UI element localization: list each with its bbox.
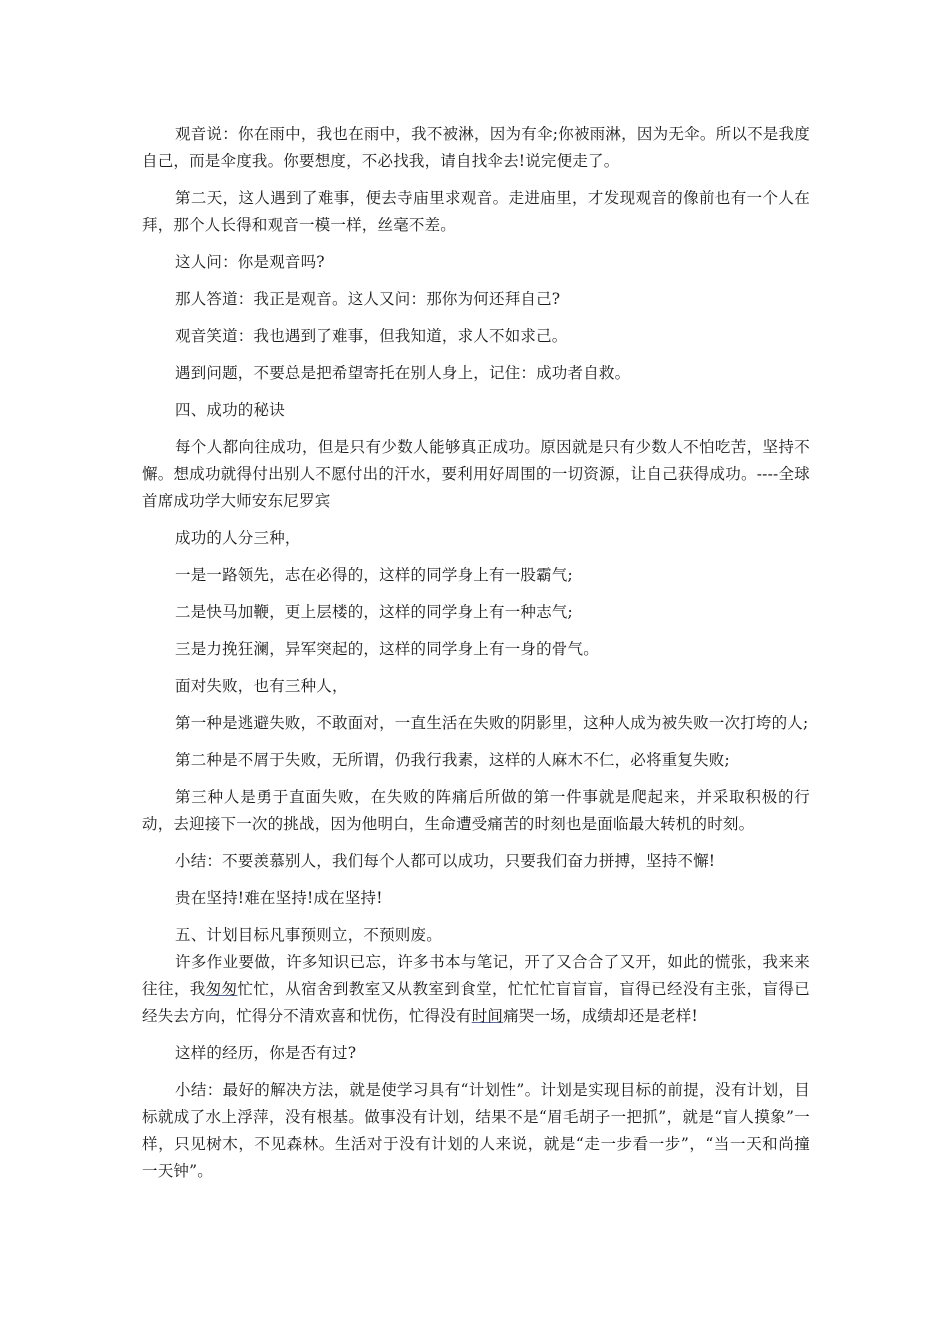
paragraph-persistence: 贵在坚持!难在坚持!成在坚持! [175, 889, 383, 907]
paragraph-facing-failure: 面对失败，也有三种人， [175, 677, 348, 695]
busy-text-part2: 忙忙，从宿舍到教室又从教室到食堂，忙忙忙盲盲盲，盲得已经没有主张，盲得已经失去方向，忙得分不清欢喜和忧伤，忙得没有 [142, 980, 810, 1025]
list-item-third-kind: 三是力挽狂澜，异军突起的，这样的同学身上有一身的骨气。 [175, 640, 599, 658]
list-item-second-kind: 二是快马加鞭，更上层楼的，这样的同学身上有一种志气; [175, 603, 573, 621]
paragraph-busy-life [142, 949, 810, 1030]
busy-text-part1: 许多作业要做，许多知识已忘，许多书本与笔记，开了又合合了又开，如此的慌张，我来来往往，我 [142, 953, 810, 998]
link-congcong[interactable]: 匆匆 [205, 980, 238, 998]
paragraph-self-rescue: 遇到问题，不要总是把希望寄托在别人身上，记住：成功者自救。 [175, 364, 631, 382]
paragraph-three-kinds: 成功的人分三种， [175, 529, 301, 547]
busy-text-part3: 痛哭一场，成绩却还是老样! [503, 1007, 698, 1025]
document-body [142, 121, 810, 1195]
section-heading-plan-goals: 五、计划目标凡事预则立，不预则废。 [175, 926, 442, 944]
list-item-failure-third: 第三种人是勇于直面失败，在失败的阵痛后所做的第一件事就是爬起来，并采取积极的行动，去迎接下一次的挑战，因为他明白，生命遭受痛苦的时刻也是面临最大转机的时刻。 [142, 788, 810, 833]
section-heading-success-secret: 四、成功的秘诀 [175, 401, 285, 419]
paragraph-summary-plan: 小结：最好的解决方法，就是使学习具有“计划性”。计划是实现目标的前提，没有计划，目标就成了水上浮萍，没有根基。做事没有计划，结果不是“眉毛胡子一把抓”，就是“盲人摸象”一样，只见树木，不见森林。生活对于没有计划的人来说，就是“走一步看一步”，“当一天和尚撞一天钟”。 [142, 1081, 810, 1180]
list-item-failure-first: 第一种是逃避失败，不敢面对，一直生活在失败的阴影里，这种人成为被失败一次打垮的人; [175, 714, 809, 732]
paragraph-success-quote: 每个人都向往成功，但是只有少数人能够真正成功。原因就是只有少数人不怕吃苦，坚持不懈。想成功就得付出别人不愿付出的汗水，要利用好周围的一切资源，让自己获得成功。----全球首席成功学大师安东尼罗宾 [142, 438, 810, 510]
link-shijian[interactable]: 时间 [471, 1007, 504, 1025]
paragraph-experience-question: 这样的经历，你是否有过? [175, 1044, 357, 1062]
paragraph-answer: 那人答道：我正是观音。这人又问：那你为何还拜自己? [175, 290, 561, 308]
paragraph-question: 这人问：你是观音吗? [175, 253, 325, 271]
list-item-failure-second: 第二种是不屑于失败，无所谓，仍我行我素，这样的人麻木不仁，必将重复失败; [175, 751, 730, 769]
paragraph-guanyin-smiles: 观音笑道：我也遇到了难事，但我知道，求人不如求己。 [175, 327, 568, 345]
paragraph-summary-persist: 小结：不要羡慕别人，我们每个人都可以成功，只要我们奋力拼搏，坚持不懈! [175, 852, 716, 870]
list-item-first-kind: 一是一路领先，志在必得的，这样的同学身上有一股霸气; [175, 566, 573, 584]
paragraph-guanyin-umbrella: 观音说：你在雨中，我也在雨中，我不被淋，因为有伞;你被雨淋，因为无伞。所以不是我度自己，而是伞度我。你要想度，不必找我，请自找伞去!说完便走了。 [142, 125, 810, 170]
paragraph-temple-visit: 第二天，这人遇到了难事，便去寺庙里求观音。走进庙里，才发现观音的像前也有一个人在拜，那个人长得和观音一模一样，丝毫不差。 [142, 189, 810, 234]
